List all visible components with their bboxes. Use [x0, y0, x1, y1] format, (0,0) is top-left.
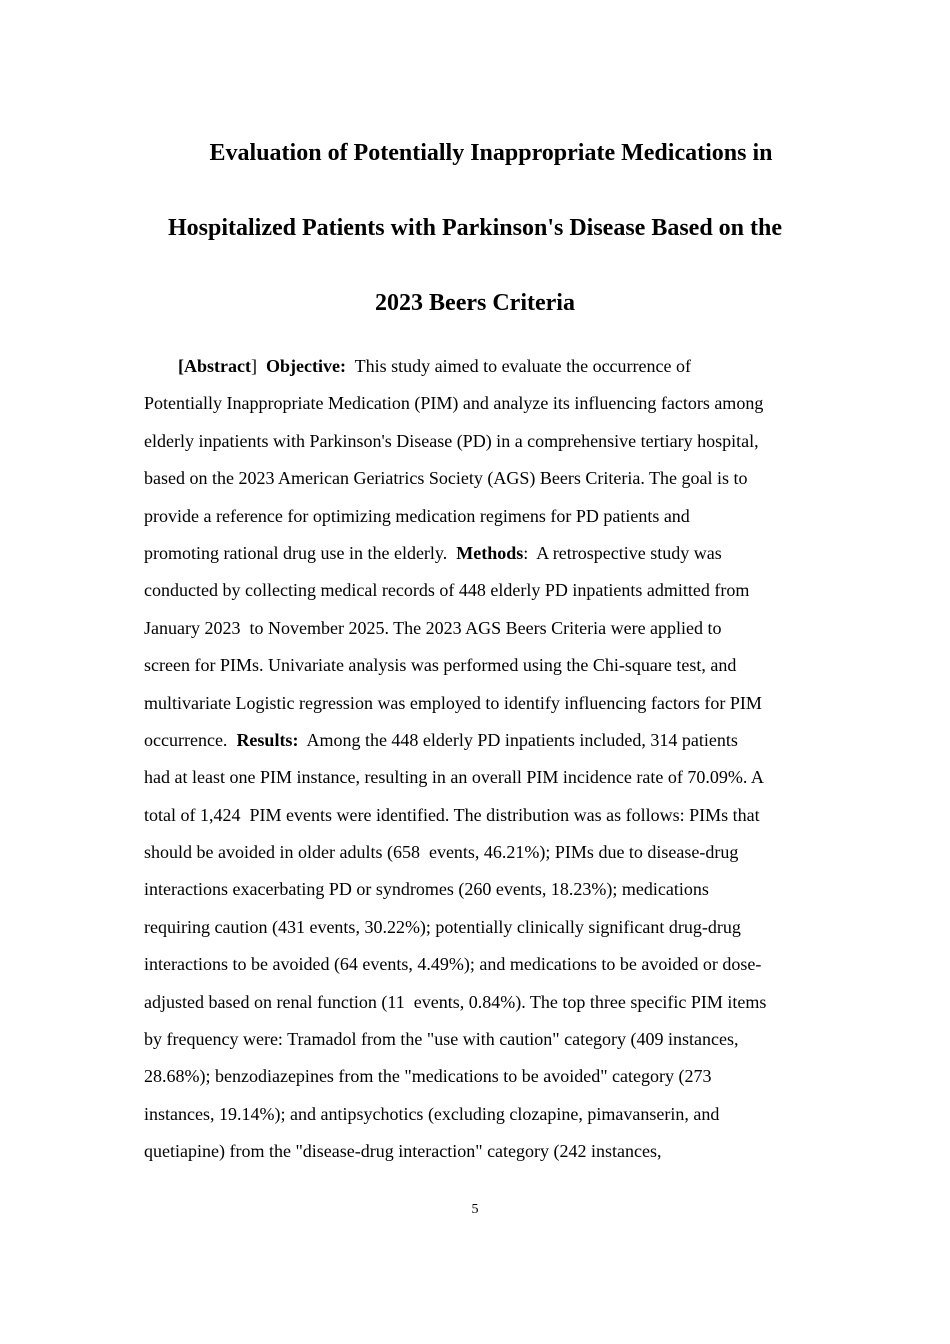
abstract-line: total of 1,424 PIM events were identified. The distribution was as follows: PIMs that [144, 804, 760, 825]
abstract-text: promoting rational drug use in the elderly. [144, 542, 457, 563]
title-line-2: Hospitalized Patients with Parkinson's Disease Based on the [167, 215, 783, 241]
abstract-line: instances, 19.14%); and antipsychotics (excluding clozapine, pimavanserin, and [144, 1103, 720, 1124]
abstract-line: provide a reference for optimizing medication regimens for PD patients and [144, 505, 690, 526]
methods-colon: : [523, 542, 529, 563]
abstract-line: quetiapine) from the "disease-drug interaction" category (242 instances, [144, 1141, 662, 1162]
objective-label: Objective: [265, 356, 346, 376]
abstract-line [144, 722, 810, 759]
abstract-line: elderly inpatients with Parkinson's Disease (PD) in a comprehensive tertiary hospital, [144, 430, 759, 451]
abstract-line: January 2023 to November 2025. The 2023 AGS Beers Criteria were applied to [144, 617, 722, 638]
abstract-line: requiring caution (431 events, 30.22%); potentially clinically significant drug-drug [144, 916, 741, 937]
abstract-text: Among the 448 elderly PD inpatients included, 314 patients [298, 729, 738, 750]
abstract-line: 28.68%); benzodiazepines from the "medications to be avoided" category (273 [144, 1066, 712, 1087]
abstract-line: had at least one PIM instance, resulting in an overall PIM incidence rate of 70.09%. A [144, 767, 764, 788]
results-label: Results: [236, 729, 299, 750]
abstract-text: occurrence. [144, 729, 237, 750]
abstract-label-close: ] [250, 356, 257, 376]
title-line-3: 2023 Beers Criteria [375, 290, 575, 316]
abstract-line: based on the 2023 American Geriatrics Society (AGS) Beers Criteria. The goal is to [144, 468, 748, 489]
abstract-line: should be avoided in older adults (658 events, 46.21%); PIMs due to disease-drug [144, 842, 739, 863]
abstract-label: [Abstract [178, 356, 251, 376]
abstract-text: A retrospective study was [528, 542, 722, 563]
abstract-line [144, 535, 810, 572]
abstract-line: by frequency were: Tramadol from the "use with caution" category (409 instances, [144, 1029, 739, 1050]
abstract-line: conducted by collecting medical records of 448 elderly PD inpatients admitted from [144, 580, 750, 601]
abstract-line: interactions to be avoided (64 events, 4.49%); and medications to be avoided or dose- [144, 954, 762, 975]
abstract-line: interactions exacerbating PD or syndromes (260 events, 18.23%); medications [144, 879, 709, 900]
title-line-1: Evaluation of Potentially Inappropriate Medications in [209, 140, 773, 166]
abstract-text: This study aimed to evaluate the occurrence of [345, 356, 691, 376]
abstract-line [144, 348, 810, 385]
abstract-line: adjusted based on renal function (11 events, 0.84%). The top three specific PIM items [144, 991, 767, 1012]
page-number: 5 [471, 1202, 479, 1217]
abstract-body [144, 348, 810, 1171]
abstract-line: multivariate Logistic regression was employed to identify influencing factors for PIM [144, 692, 762, 713]
abstract-line: screen for PIMs. Univariate analysis was performed using the Chi-square test, and [144, 655, 737, 676]
methods-label: Methods [456, 542, 524, 563]
paper-title [120, 116, 830, 341]
abstract-line: Potentially Inappropriate Medication (PIM) and analyze its influencing factors among [144, 393, 764, 414]
